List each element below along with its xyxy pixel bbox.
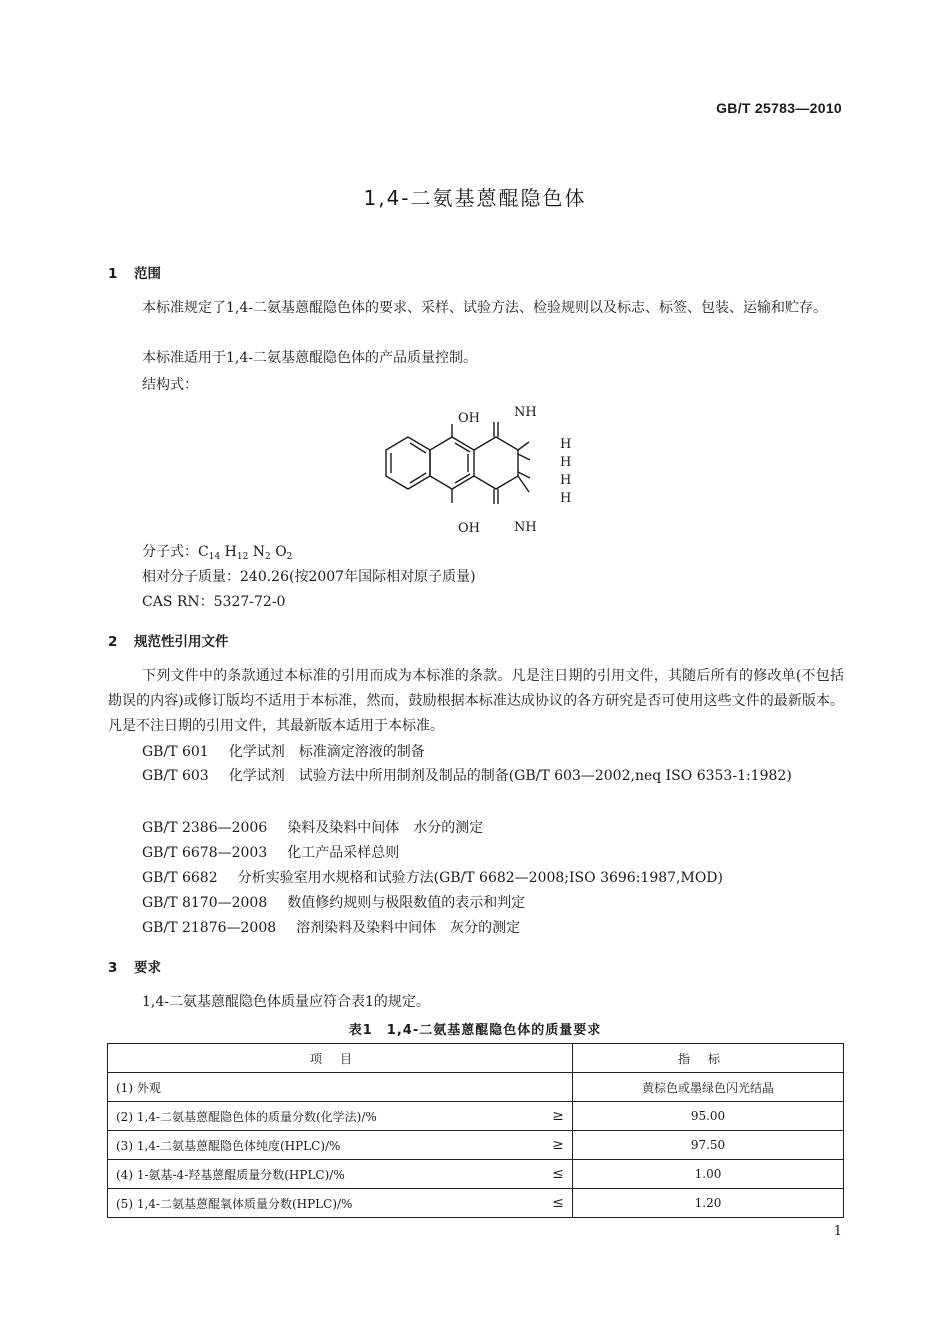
reference-code: GB/T 603 [142,768,209,784]
table-cell-item: (4) 1-氨基-4-羟基蒽醌质量分数(HPLC)/% [108,1160,545,1189]
formula-o-count: 2 [286,552,293,562]
cyclohexane-ring-right [474,437,518,489]
table-cell-value: 黄棕色或墨绿色闪光结晶 [573,1073,844,1102]
reference-item [142,842,399,862]
reference-code: GB/T 6682 [142,870,218,886]
table-row [108,1160,844,1189]
table-cell-value: 1.20 [573,1189,844,1218]
table-cell-item: (2) 1,4-二氨基蒽醌隐色体的质量分数(化学法)/% [108,1102,545,1131]
table-cell-item: (5) 1,4-二氨基蒽醌氧体质量分数(HPLC)/% [108,1189,545,1218]
table-row [108,1073,844,1102]
h-label-1: H [560,437,572,452]
section-3-heading [108,956,161,976]
requirements-intro: 1,4-二氨基蒽醌隐色体质量应符合表1的规定。 [142,994,430,1010]
formula-c: C [198,544,209,560]
section-1-heading [108,262,161,282]
table-cell-item: (1) 外观 [108,1073,545,1102]
page-number: 1 [833,1224,842,1239]
table-caption: 表1 1,4-二氨基蒽醌隐色体的质量要求 [348,1023,602,1038]
table-cell-comparator: ≤ [544,1189,573,1218]
molecular-formula [142,541,292,562]
benzene-ring-left [386,437,430,489]
quality-requirements-table [107,1043,844,1218]
formula-n-count: 2 [265,552,271,562]
oh-bottom-label: OH [458,521,480,536]
section-title: 规范性引用文件 [134,634,229,650]
normative-references-intro: 下列文件中的条款通过本标准的引用而成为本标准的条款。凡是注日期的引用文件，其随后所有的修改单(不包括勘误的内容)或修订版均不适用于本标准，然而，鼓励根据本标准达成协议的各方研究是否可使用这些文件的最新版本。凡是不注日期的引用文件，其最新版本适用于本标准。 [108,668,844,734]
reference-title: 化学试剂 标准滴定溶液的制备 [228,744,425,760]
scope-paragraph-1: 本标准规定了1,4-二氨基蒽醌隐色体的要求、采样、试验方法、检验规则以及标志、标签、包装、运输和贮存。 [142,300,827,316]
section-number: 3 [108,960,118,976]
reference-code: GB/T 2386—2006 [142,820,268,836]
reference-code: GB/T 8170—2008 [142,895,268,911]
section-title: 范围 [134,266,161,282]
table-cell-comparator: ≥ [544,1131,573,1160]
nh-top-label: NH [514,405,537,420]
relative-molecular-mass: 相对分子质量：240.26(按2007年国际相对原子质量) [142,569,476,585]
table-cell-comparator [544,1073,573,1102]
h-label-2: H [560,455,572,470]
reference-title: 化学试剂 试验方法中所用制剂及制品的制备(GB/T 603—2002,neq ISO 6353-1:1982) [228,768,792,784]
nh-bottom-label: NH [514,520,537,535]
oh-top-label: OH [458,411,480,426]
section-number: 1 [108,266,118,282]
formula-o: O [275,544,287,560]
table-header-row [108,1044,844,1073]
reference-title: 溶剂染料及染料中间体 灰分的测定 [296,920,521,936]
reference-item [142,867,723,887]
table-cell-comparator: ≥ [544,1102,573,1131]
reference-code: GB/T 601 [142,744,209,760]
table-header-value: 指标 [573,1044,844,1073]
h-label-3: H [560,473,572,488]
table-header-item: 项目 [108,1044,573,1073]
section-2-heading [108,630,229,650]
section-number: 2 [108,634,118,650]
reference-item [142,817,483,837]
reference-item [108,764,844,789]
reference-item [142,917,520,937]
document-title: 1,4-二氨基蒽醌隐色体 [363,186,587,210]
reference-item [142,741,425,761]
reference-item [142,892,525,912]
scope-paragraph-2: 本标准适用于1,4-二氨基蒽醌隐色体的产品质量控制。 [142,350,477,366]
section-title: 要求 [134,960,161,976]
table-cell-item: (3) 1,4-二氨基蒽醌隐色体纯度(HPLC)/% [108,1131,545,1160]
table-cell-value: 1.00 [573,1160,844,1189]
table-row [108,1189,844,1218]
reference-title: 染料及染料中间体 水分的测定 [287,820,484,836]
structure-label: 结构式： [142,377,198,393]
formula-h: H [224,544,237,560]
table-row [108,1102,844,1131]
formula-label: 分子式： [142,544,198,560]
standard-code: GB/T 25783—2010 [716,100,842,116]
h-label-4: H [560,491,572,506]
cas-number: CAS RN：5327-72-0 [142,594,286,610]
table-cell-value: 95.00 [573,1102,844,1131]
table-row [108,1131,844,1160]
reference-title: 分析实验室用水规格和试验方法(GB/T 6682—2008;ISO 3696:1987,MOD) [237,870,723,886]
formula-n: N [252,544,265,560]
reference-title: 化工产品采样总则 [287,845,400,861]
formula-c-count: 14 [208,552,221,562]
table-cell-comparator: ≤ [544,1160,573,1189]
table-cell-value: 97.50 [573,1131,844,1160]
reference-code: GB/T 6678—2003 [142,845,268,861]
formula-h-count: 12 [236,552,249,562]
reference-title: 数值修约规则与极限数值的表示和判定 [287,895,526,911]
reference-code: GB/T 21876—2008 [142,920,277,936]
structural-formula [360,398,590,540]
